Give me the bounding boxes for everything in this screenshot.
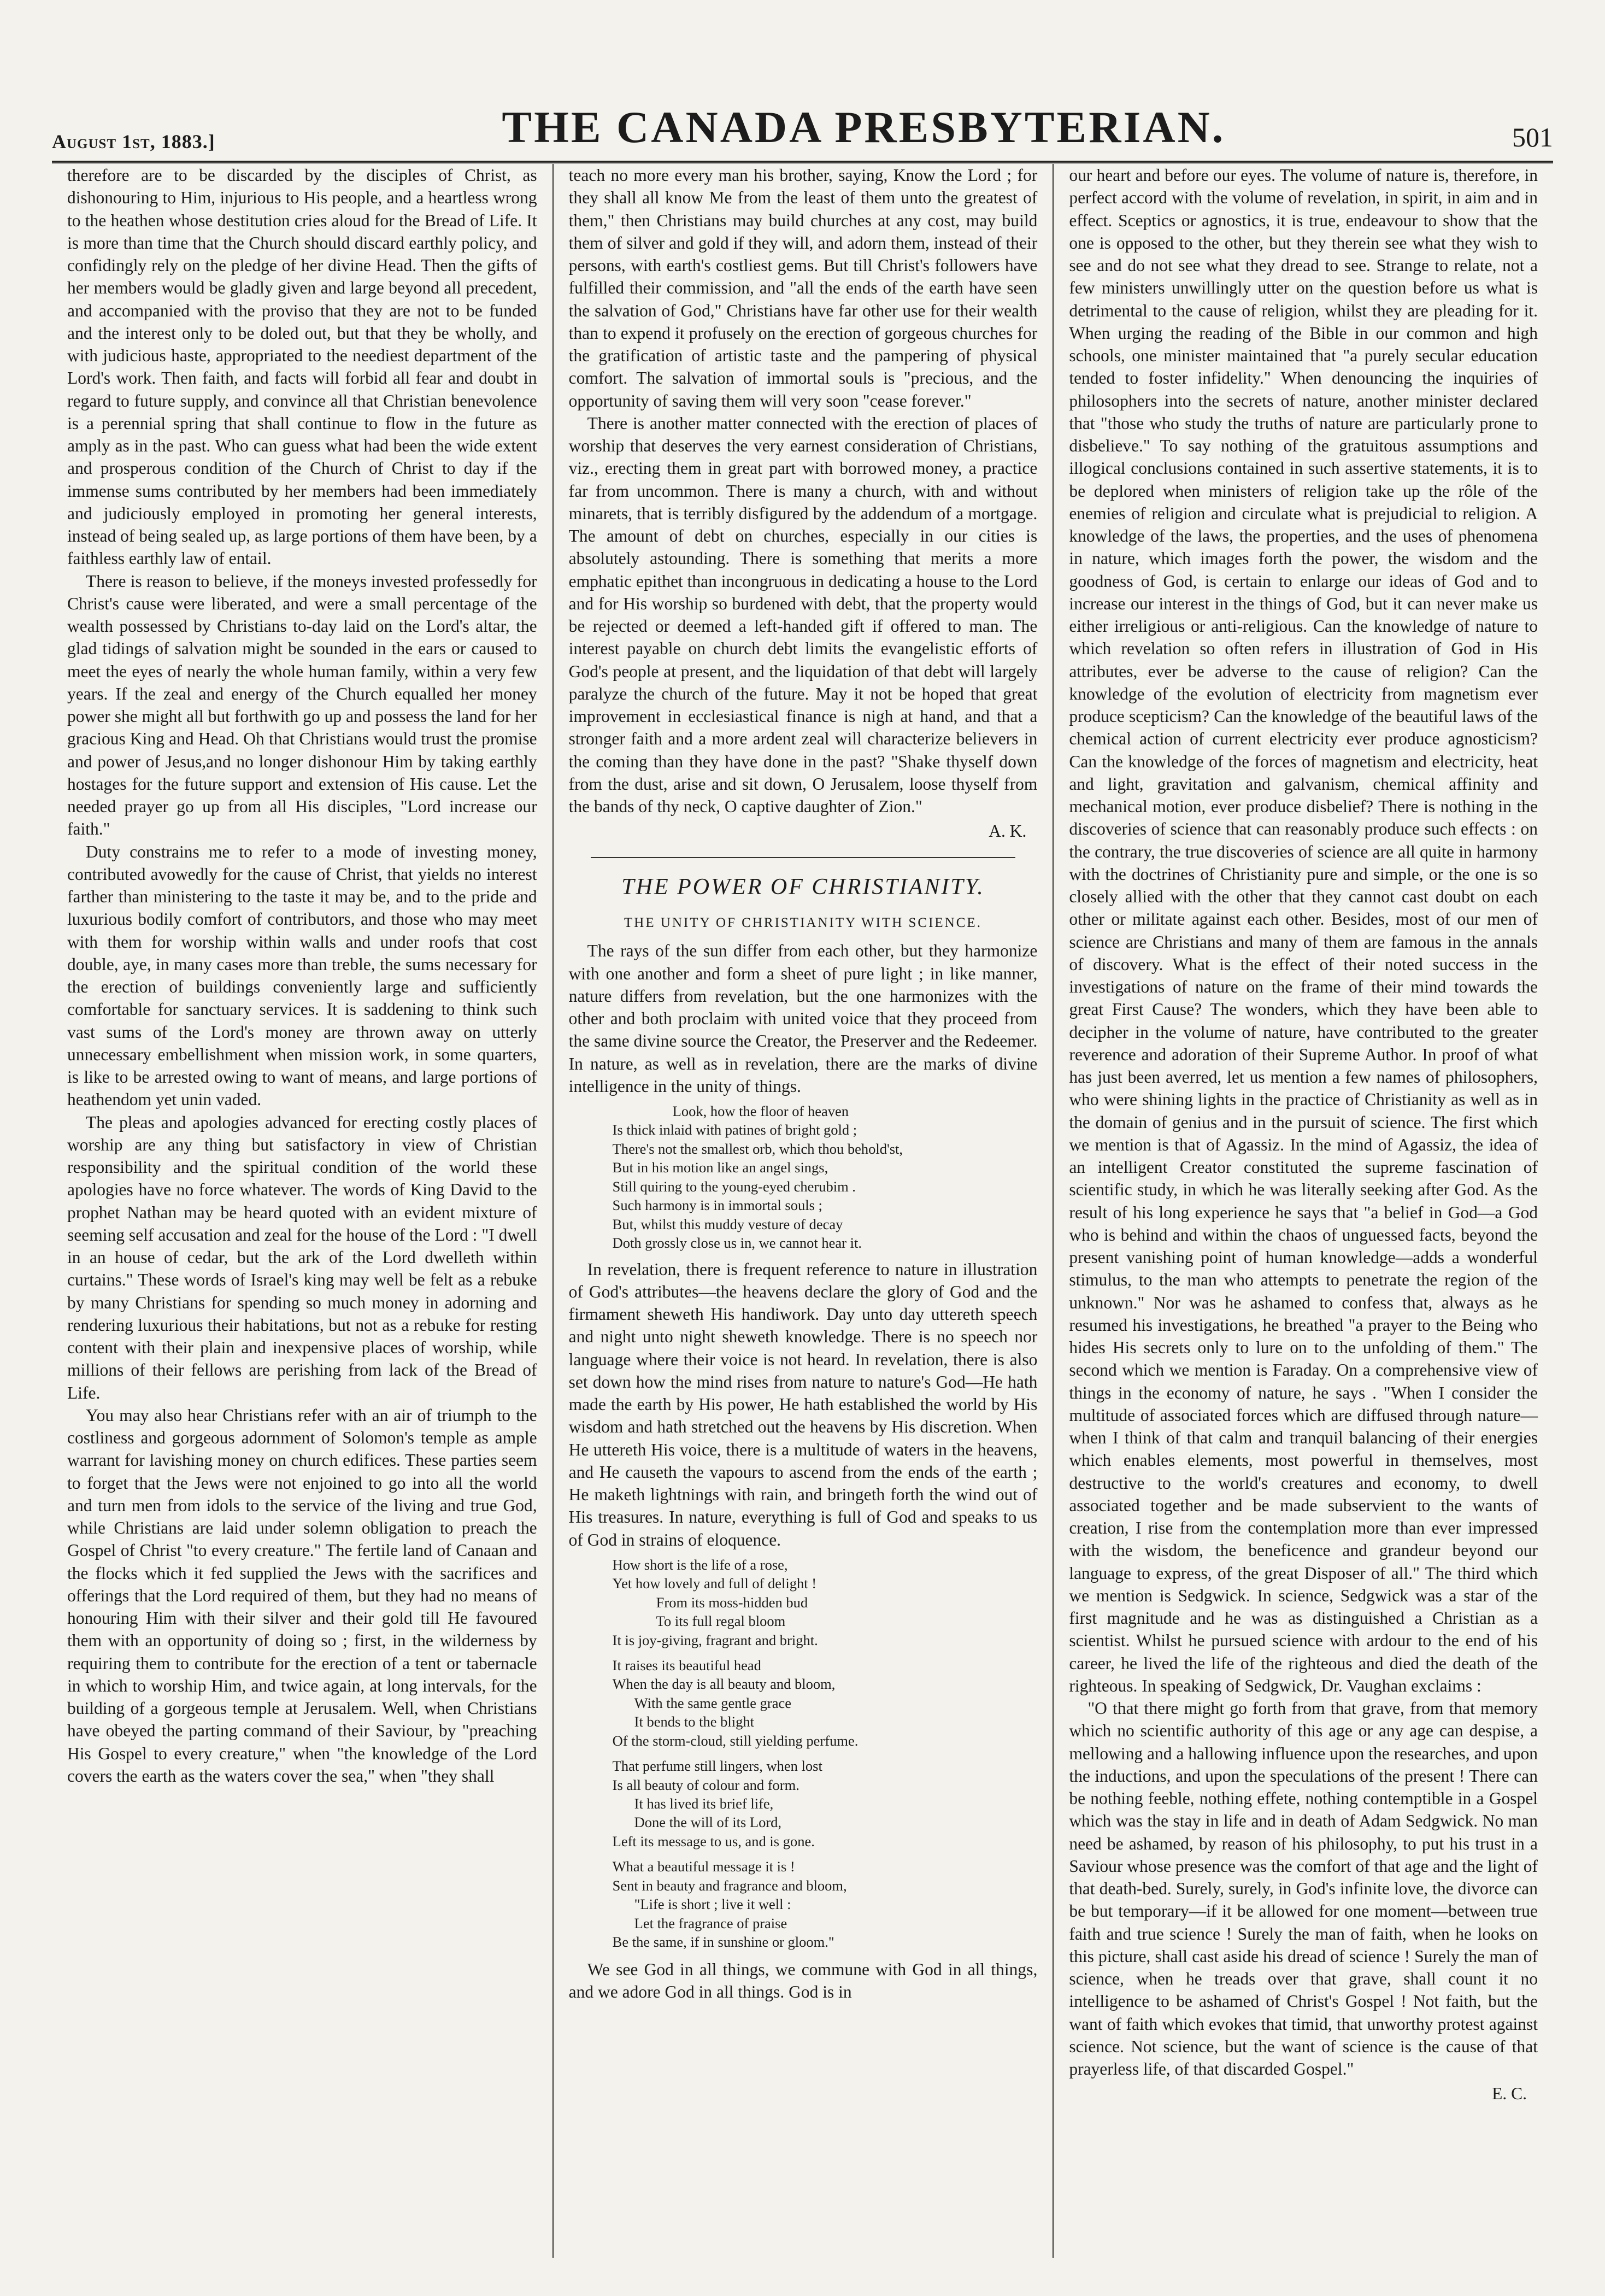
poem-line: From its moss-hidden bud xyxy=(656,1594,808,1611)
paragraph: You may also hear Christians refer with an air of triumph to the costliness and gorgeous adornment of Solomon's temple as ample warrant for lavishing money on church edifices. These parties seem to forget that the Jews were not enjoined to go into all the world and turn men from idols to the service of the living and true God, while Christians are laid under solemn obligation to preach the Gospel of Christ "to every creature." The fertile land of Canaan and the flocks which it fed supplied the Jews with the sacrifices and offerings that the Lord required of them, but they had no means of honouring Him with their silver and their gold till He favoured them with an opportunity of doing so ; first, in the wilderness by requiring them to contribute for the erection of a tent or tabernacle in which to worship Him, and twice again, at long intervals, for the building of a gorgeous temple at Jerusalem. Well, when Christians have obeyed the parting command of their Saviour, by "preaching His Gospel to every creature," when "the knowledge of the Lord covers the earth as the waters cover the sea," when "they shall xyxy=(67,1405,537,1786)
paragraph: There is reason to believe, if the moneys invested professedly for Christ's cause were liberated, and were a small percentage of the wealth possessed by Christians to-day laid on the Lord's altar, the glad tidings of salvation might be sounded in the ears or caused to meet the eyes of nearly the whole human family, within a very few years. If the zeal and energy of the Church equalled her money power she might all but forthwith go up and possess the land for her gracious King and Head. Oh that Christians would trust the promise and power of Jesus,and no longer dishonour Him by taking earthly hostages for the future support and extension of His cause. Let the needed prayer go up from all His disciples, "Lord increase our faith." xyxy=(67,571,537,839)
poem-line: Done the will of its Lord, xyxy=(634,1814,782,1831)
author-signature: E. C. xyxy=(1492,2084,1527,2104)
paragraph: therefore are to be discarded by the disciples of Christ, as dishonouring to Him, injurious to His people, and a heartless wrong to the heathen whose destitution cries aloud for the Bread of Life. It is more than time that the Church should discard earthly policy, and confidingly rely on the pledge of her divine Head. Then the gifts of her members would be gladly given and large beyond all precedent, and accompanied with the proviso that they are not to be funded and the interest only to be doled out, but that they be wholly, and with judicious haste, appropriated to the neediest department of the Lord's work. Then faith, and facts will forbid all fear and doubt in regard to future supply, and convince all that Christian benevolence is a perennial spring that shall continue to flow in the future as amply as in the past. Who can guess what had been the wide extent and prosperous condition of the Church of Christ to day if the immense sums contributed by her members had been immediately and judiciously employed in promoting her general interests, instead of being sealed up, as large portions of them have been, by a faithless earthly law of entail. xyxy=(67,166,537,568)
poem-line: What a beautiful message it is ! xyxy=(612,1858,795,1875)
poem-line: That perfume still lingers, when lost xyxy=(612,1758,822,1775)
column-1 xyxy=(52,164,552,2258)
poem-line: Be the same, if in sunshine or gloom." xyxy=(612,1934,834,1951)
issue-date: August 1st, 1883.] xyxy=(52,131,215,152)
poem-quotation xyxy=(613,1102,1038,1253)
poem-line: Of the storm-cloud, still yielding perfume. xyxy=(612,1732,859,1749)
poem-line: Is thick inlaid with patines of bright gold ; xyxy=(612,1121,857,1138)
poem-line: To its full regal bloom xyxy=(656,1613,786,1630)
poem-line: It has lived its brief life, xyxy=(634,1795,774,1812)
paragraph: "O that there might go forth from that grave, from that memory which no scientific authority of this age or any age can despise, a mellowing and a hallowing influence upon the researches, and upon the inductions, and upon the speculations of the present ! There can be nothing feeble, nothing effete, nothing contemptible in a Gospel which was the stay in life and in death of Adam Sedgwick. No man need be ashamed, by reason of his philosophy, to put his trust in a Saviour whose presence was the comfort of that age and the light of that death-bed. Surely, surely, in God's infinite love, the divorce can be but temporary—if it be allowed for one moment—between true faith and true science ! Surely the man of faith, when he looks on this picture, shall cast aside his dread of science ! Surely the man of science, when he treads over that grave, shall count it no intelligence to be ashamed of Christ's Gospel ! Not faith, but the want of faith which evokes that timid, that unworthy protest against science. Not science, but the want of science is the cause of that prayerless life, of that discarded Gospel." xyxy=(1069,1699,1538,2078)
poem-stanza xyxy=(613,1857,1038,1951)
poem-line: Sent in beauty and fragrance and bloom, xyxy=(612,1877,847,1894)
poem-line: How short is the life of a rose, xyxy=(612,1556,788,1573)
poem-line: Let the fragrance of praise xyxy=(634,1915,787,1931)
poem-line: Is all beauty of colour and form. xyxy=(612,1776,799,1793)
paragraph: We see God in all things, we commune with God in all things, and we adore God in all things. God is in xyxy=(568,1959,1038,2001)
poem-line: "Life is short ; live it well : xyxy=(634,1896,791,1913)
poem-line: With the same gentle grace xyxy=(634,1694,792,1711)
column-3 xyxy=(1053,164,1553,2258)
poem-line: There's not the smallest orb, which thou behold'st, xyxy=(612,1140,903,1157)
poem-line: Left its message to us, and is gone. xyxy=(612,1833,815,1849)
poem-stanza xyxy=(613,1757,1038,1851)
poem-line: Yet how lovely and full of delight ! xyxy=(612,1575,817,1592)
masthead-title: THE CANADA PRESBYTERIAN. xyxy=(502,102,1226,152)
poem-line: It is joy-giving, fragrant and bright. xyxy=(612,1631,818,1648)
paragraph: There is another matter connected with the erection of places of worship that deserves the very earnest consideration of Christians, viz., erecting them in great part with borrowed money, a practice far from uncommon. There is many a church, with and without minarets, that is terribly disfigured by the addendum of a mortgage. The amount of debt on churches, especially in our cities is absolutely astounding. There is something that merits a more emphatic epithet than incongruous in dedicating a house to the Lord and for His worship so burdened with debt, that the property would be rejected or deemed a left-handed gift if offered to man. The interest payable on church debt limits the evangelistic efforts of God's people at present, and the liquidation of that debt will largely paralyze the church of the future. May it not be hoped that great improvement in ecclesiastical finance is nigh at hand, and that a stronger faith and a more ardent zeal will characterize believers in the coming than they have done in the past? "Shake thyself down from the dust, arise and sit down, O Jerusalem, loose thyself from the bands of thy neck, O captive daughter of Zion." xyxy=(568,413,1038,816)
paragraph: The rays of the sun differ from each other, but they harmonize with one another and form a sheet of pure light ; in like manner, nature differs from revelation, but the one harmonizes with the other and both proclaim with united voice that they proceed from the same divine source the Creator, the Preserver and the Redeemer. In nature, as well as in revelation, there are the marks of divine intelligence in the unity of things. xyxy=(568,941,1038,1096)
paragraph: our heart and before our eyes. The volume of nature is, therefore, in perfect accord with the volume of revelation, in spirit, in aim and in effect. Sceptics or agnostics, it is true, endeavour to show that the one is opposed to the other, but they therein see what they wish to see and do not see what they dread to see. Strange to relate, not a few ministers unwillingly utter on the question before us what is detrimental to the cause of religion, whilst they are pleading for it. When urging the reading of the Bible in our common and high schools, one minister maintained that "a purely secular education tended to foster infidelity." When denouncing the inquiries of philosophers into the secrets of nature, another minister declared that "those who study the truths of nature are particularly prone to disbelieve." To say nothing of the gratuitous assumptions and illogical conclusions contained in such assertive statements, it is to be deplored when ministers of religion take up the rôle of the enemies of religion and circulate what is prejudicial to religion. A knowledge of the laws, the properties, and the uses of phenomena in nature, which images forth the power, the wisdom and the goodness of God, is certain to enlarge our ideas of God and to increase our interest in the things of God, but it can never make us either irreligious or anti-religious. Can the knowledge of nature to which revelation so often refers in illustration of God in His attributes, ever be adverse to the cause of religion? Can the knowledge of the evolution of electricity from magnetism ever produce scepticism? Can the knowledge of the beautiful laws of the chemical action of current electricity ever produce agnosticism? Can the knowledge of the forces of magnetism and electricity, heat and light, gravitation and galvanism, chemical affinity and mechanical motion, ever produce disbelief? There is nothing in the discoveries of science that can reasonably produce such effects : on the contrary, the true discoveries of science are all quite in harmony with the doctrines of Christianity pure and simple, or the one is so closely allied with the other that they cannot cast doubt on each other or militate against each other. Besides, most of our men of science are Christians and many of them are famous in the annals of discovery. What is the effect of their noted success in the investigations of nature on the frame of their mind towards the great First Cause? The wonders, which they have been able to decipher in the volume of nature, have contributed to the greater reverence and adoration of their Supreme Author. In proof of what has just been averred, let us mention a few names of philosophers, who were shining lights in the practice of Christianity as well as in the domain of genius and in the pursuit of science. The first which we mention is that of Agassiz. In the mind of Agassiz, the idea of an intelligent Creator constituted the supreme fascination of scientific study, in which he was literally seeking after God. As the result of his long experience he says that "a belief in God—a God who is behind and within the chaos of unguessed facts, beyond the present vanishing point of human knowledge—adds a wonderful stimulus, to the man who attempts to penetrate the region of the unknown." Nor was he ashamed to confess that, always as he resumed his investigations, he breathed "a prayer to the Being who hides His secrets only to lure on to the unfolding of them." The second which we mention is Faraday. On a comprehensive view of things in the economy of nature, he says . "When I consider the multitude of associated forces which are diffused through nature—when I think of that calm and tranquil balancing of their energies which enables elements, most powerful in themselves, most destructive to the world's creatures and economy, to dwell associated together and be made subservient to the wants of creation, I rise from the contemplation more than ever impressed with the wisdom, the beneficence and grandeur beyond our language to express, of the great Disposer of all." The third which we mention is Sedgwick. In science, Sedgwick was a star of the first magnitude and he was as distinguished a Christian as a scientist. Whilst he pursued science with ardour to the end of his career, he lived the life of the righteous and died the death of the righteous. In speaking of Sedgwick, Dr. Vaughan exclaims : xyxy=(1069,166,1538,1695)
paragraph: teach no more every man his brother, saying, Know the Lord ; for they shall all know Me from the least of them unto the greatest of them," then Christians may build churches at any cost, may build them of silver and gold if they will, and adorn them, instead of their persons, with earth's costliest gems. But till Christ's followers have fulfilled their commission, and "all the ends of the earth have seen the salvation of God," Christians have far other use for their wealth than to expend it profusely on the erection of gorgeous churches for the gratification of artistic taste and the pampering of physical comfort. The salvation of immortal souls is "precious, and the opportunity of saving them will very soon "cease forever." xyxy=(568,166,1038,410)
poem-line: Look, how the floor of heaven xyxy=(672,1103,849,1120)
column-2 xyxy=(552,164,1053,2258)
poem-stanza xyxy=(613,1656,1038,1750)
page-number: 501 xyxy=(1512,122,1553,152)
poem-line: Such harmony is in immortal souls ; xyxy=(612,1197,822,1214)
article-subtitle: THE UNITY OF CHRISTIANITY WITH SCIENCE. xyxy=(624,915,982,930)
poem-line: Doth grossly close us in, we cannot hear it. xyxy=(612,1235,862,1252)
paragraph: Duty constrains me to refer to a mode of investing money, contributed avowedly for the cause of Christ, that yields no interest farther than ministering to the taste it may be, and to the pride and luxurious bodily comfort of contributors, and those who may meet with them for worship within walls and under roofs that cost double, aye, in many cases more than treble, the sums necessary for the erection of buildings conveniently large and sufficiently comfortable for sanctuary services. It is saddening to think such vast sums of the Lord's money are thrown away on utterly unnecessary embellishment when mission work, in some quarters, is like to be arrested owing to want of means, and large portions of heathendom yet unin vaded. xyxy=(67,842,537,1109)
poem-rose xyxy=(613,1555,1038,1952)
section-divider xyxy=(591,857,1016,858)
poem-line: Still quiring to the young-eyed cherubim . xyxy=(612,1178,856,1195)
article-title: THE POWER OF CHRISTIANITY. xyxy=(621,874,985,900)
page-header xyxy=(52,93,1553,163)
poem-stanza xyxy=(613,1555,1038,1649)
poem-line: When the day is all beauty and bloom, xyxy=(612,1676,836,1693)
poem-line: But in his motion like an angel sings, xyxy=(612,1159,828,1176)
poem-line: It bends to the blight xyxy=(634,1713,754,1730)
article-columns xyxy=(52,164,1553,2258)
paragraph: The pleas and apologies advanced for erecting costly places of worship are any thing but satisfactory in view of Christian responsibility and the spiritual condition of the world these apologies have no force whatever. The words of King David to the prophet Nathan may be heard quoted with an evident mixture of seeming self accusation and zeal for the house of the Lord : "I dwell in an house of cedar, but the ark of the Lord dwelleth within curtains." These words of Israel's king may well be felt as a rebuke by many Christians for spending so much money in adorning and rendering luxurious their habitations, but not as a rebuke for resting content with their plain and inexpensive places of worship, while millions of their fellows are perishing from lack of the Bread of Life. xyxy=(67,1112,537,1402)
poem-line: But, whilst this muddy vesture of decay xyxy=(612,1215,843,1232)
poem-line: It raises its beautiful head xyxy=(612,1657,761,1673)
author-signature: A. K. xyxy=(989,821,1027,841)
paragraph: In revelation, there is frequent reference to nature in illustration of God's attributes—the heavens declare the glory of God and the firmament sheweth His handiwork. Day unto day uttereth speech and night unto night sheweth knowledge. There is no speech nor language where their voice is not heard. In revelation, there is also set down how the mind rises from nature to nature's God—He hath made the earth by His power, He hath established the world by His wisdom and hath stretched out the heavens by His discretion. When He uttereth His voice, there is a multitude of waters in the heavens, and He causeth the vapours to ascend from the ends of the earth ; He maketh lightnings with rain, and bringeth forth the wind out of His treasures. In nature, everything is full of God and speaks to us of God in strains of eloquence. xyxy=(568,1259,1038,1549)
